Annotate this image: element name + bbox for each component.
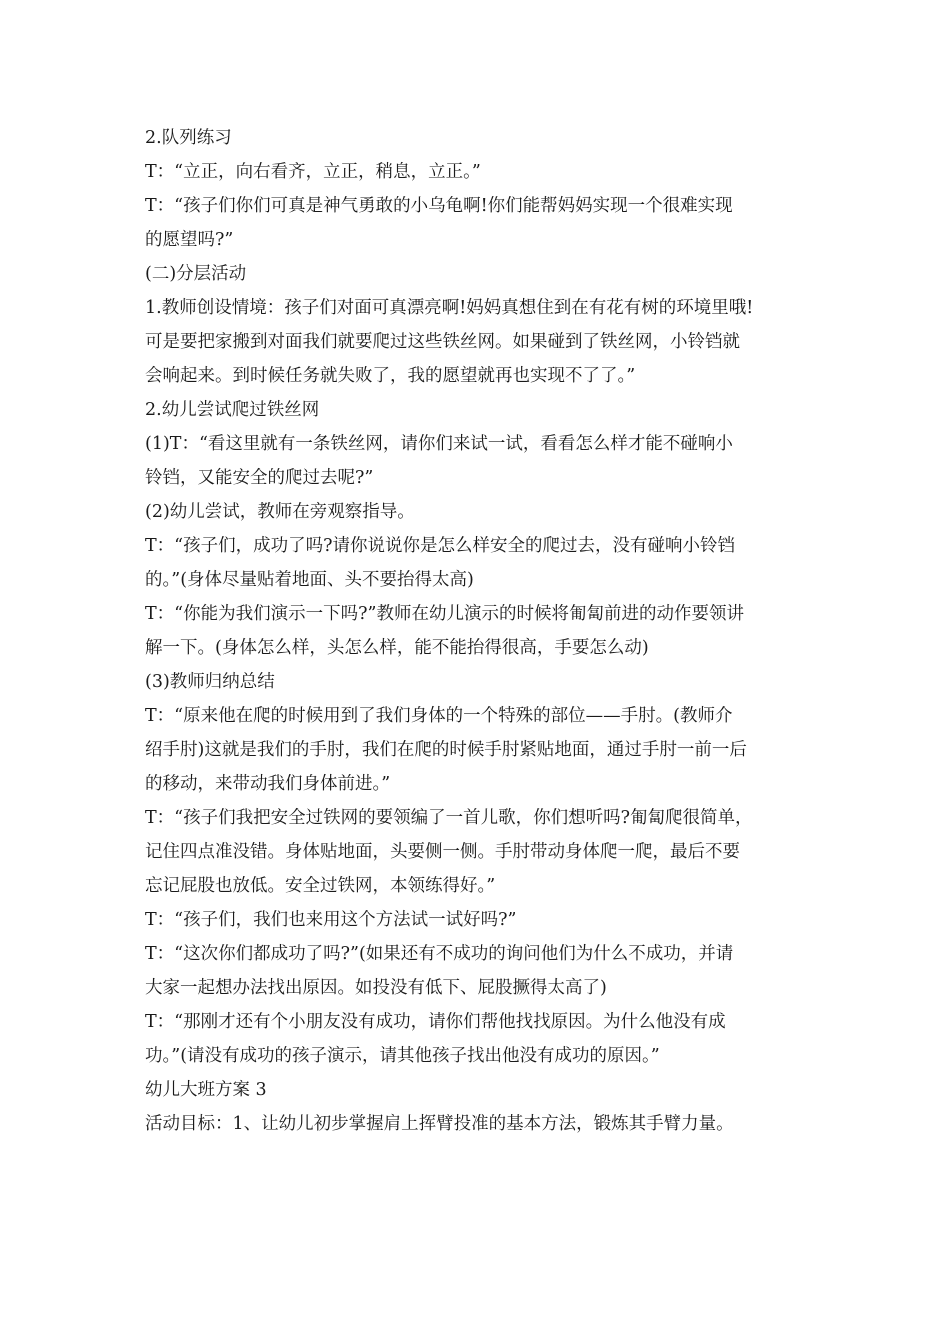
text-line: T：“孩子们，我们也来用这个方法试一试好吗?” xyxy=(145,910,517,930)
text-line: 2.队列练习 xyxy=(145,128,232,148)
text-line: 忘记屁股也放低。安全过铁网，本领练得好。” xyxy=(145,876,496,896)
text-line: 绍手肘)这就是我们的手肘，我们在爬的时候手肘紧贴地面，通过手肘一前一后 xyxy=(145,740,747,760)
text-line: T：“那刚才还有个小朋友没有成功，请你们帮他找找原因。为什么他没有成 xyxy=(145,1012,726,1032)
text-line: T：“孩子们我把安全过铁网的要领编了一首儿歌，你们想听吗?匍匐爬很简单， xyxy=(145,808,753,828)
text-line: (3)教师归纳总结 xyxy=(145,672,275,692)
text-line: 会响起来。到时候任务就失败了，我的愿望就再也实现不了了。” xyxy=(145,366,636,386)
text-line: 1.教师创设情境：孩子们对面可真漂亮啊!妈妈真想住到在有花有树的环境里哦! xyxy=(145,298,754,318)
text-line: (二)分层活动 xyxy=(145,264,247,284)
text-line: 的移动，来带动我们身体前进。” xyxy=(145,774,391,794)
text-line: 的。”(身体尽量贴着地面、头不要抬得太高) xyxy=(145,570,474,590)
text-line: T：“孩子们你们可真是神气勇敢的小乌龟啊!你们能帮妈妈实现一个很难实现 xyxy=(145,196,733,216)
text-line: T：“孩子们，成功了吗?请你说说你是怎么样安全的爬过去，没有碰响小铃铛 xyxy=(145,536,735,556)
text-line: T：“你能为我们演示一下吗?”教师在幼儿演示的时候将匍匐前进的动作要领讲 xyxy=(145,604,744,624)
text-line: 功。”(请没有成功的孩子演示，请其他孩子找出他没有成功的原因。” xyxy=(145,1046,660,1066)
text-line: (1)T：“看这里就有一条铁丝网，请你们来试一试，看看怎么样才能不碰响小 xyxy=(145,434,733,454)
text-line: 2.幼儿尝试爬过铁丝网 xyxy=(145,400,320,420)
text-line: 铃铛，又能安全的爬过去呢?” xyxy=(145,468,374,488)
text-line: T：“原来他在爬的时候用到了我们身体的一个特殊的部位——手肘。(教师介 xyxy=(145,706,733,726)
text-line: (2)幼儿尝试，教师在旁观察指导。 xyxy=(145,502,415,522)
text-line: 解一下。(身体怎么样，头怎么样，能不能抬得很高，手要怎么动) xyxy=(145,638,649,658)
section-heading: 幼儿大班方案 3 xyxy=(145,1080,267,1100)
text-line: 可是要把家搬到对面我们就要爬过这些铁丝网。如果碰到了铁丝网，小铃铛就 xyxy=(145,332,740,352)
text-line: 的愿望吗?” xyxy=(145,230,234,250)
text-line: 记住四点准没错。身体贴地面，头要侧一侧。手肘带动身体爬一爬，最后不要 xyxy=(145,842,740,862)
text-line: 活动目标：1、让幼儿初步掌握肩上挥臂投准的基本方法，锻炼其手臂力量。 xyxy=(145,1114,734,1134)
text-line: T：“立正，向右看齐，立正，稍息，立正。” xyxy=(145,162,481,182)
text-line: T：“这次你们都成功了吗?”(如果还有不成功的询问他们为什么不成功，并请 xyxy=(145,944,734,964)
text-line: 大家一起想办法找出原因。如投没有低下、屁股撅得太高了) xyxy=(145,978,607,998)
document-body xyxy=(145,121,815,1141)
